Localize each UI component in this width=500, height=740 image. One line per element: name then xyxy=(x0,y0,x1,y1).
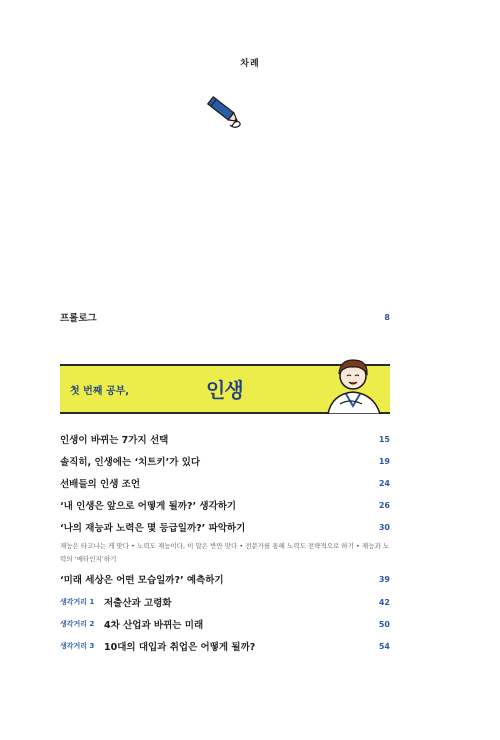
toc-row-think[interactable] xyxy=(60,594,390,610)
think-tag: 생각거리 2 xyxy=(60,620,95,628)
toc-page-number: 42 xyxy=(378,597,390,607)
toc-label: 4차 산업과 바뀌는 미래 xyxy=(104,620,204,631)
toc-row[interactable] xyxy=(60,497,390,513)
toc-row[interactable] xyxy=(60,431,390,447)
student-illustration xyxy=(322,354,384,414)
toc-label: ‘미래 세상은 어떤 모습일까?’ 예측하기 xyxy=(60,575,224,586)
banner-heading: 인생 xyxy=(206,378,243,402)
banner-subtitle: 첫 번째 공부, xyxy=(70,386,130,397)
toc-page-number: 8 xyxy=(384,312,390,322)
toc-row-think[interactable] xyxy=(60,616,390,632)
toc-row-think[interactable] xyxy=(60,638,390,654)
toc-page-number: 19 xyxy=(378,456,390,466)
toc-row[interactable] xyxy=(60,571,390,587)
toc-label: 솔직히, 인생에는 ‘치트키’가 있다 xyxy=(60,457,201,468)
toc-page-number: 24 xyxy=(378,478,390,488)
toc-page-number: 50 xyxy=(378,619,390,629)
toc-page-number: 54 xyxy=(378,641,390,651)
section-description: 재능은 타고나는 게 맞다 • 노력도 재능이다, 이 말은 반만 맞다 • 전문가를 통해 노력도 전략적으로 하기 • 재능과 노력의 ‘메타인지’하기 xyxy=(60,542,390,563)
toc-page-number: 30 xyxy=(378,522,390,532)
think-tag: 생각거리 3 xyxy=(60,642,95,650)
toc-page-number: 26 xyxy=(378,500,390,510)
toc-page-number: 15 xyxy=(378,434,390,444)
toc-label: 인생이 바뀌는 7가지 선택 xyxy=(60,435,169,446)
toc-label: ‘나의 재능과 노력은 몇 등급일까?’ 파악하기 xyxy=(60,523,246,534)
toc-row-prologue[interactable] xyxy=(60,309,390,325)
toc-label: ‘내 인생은 앞으로 어떻게 될까?’ 생각하기 xyxy=(60,501,237,512)
toc-label: 10대의 대입과 취업은 어떻게 될까? xyxy=(104,642,256,653)
page-title: 차례 xyxy=(240,59,260,69)
think-tag: 생각거리 1 xyxy=(60,598,95,606)
toc-row[interactable] xyxy=(60,519,390,535)
toc-row[interactable] xyxy=(60,453,390,469)
pencil-icon xyxy=(202,92,244,132)
section-banner xyxy=(60,364,390,414)
toc-label: 선배들의 인생 조언 xyxy=(60,479,141,490)
toc-label: 저출산과 고령화 xyxy=(104,598,172,609)
toc-label: 프롤로그 xyxy=(60,313,97,324)
toc-page-number: 39 xyxy=(378,574,390,584)
toc-row[interactable] xyxy=(60,475,390,491)
